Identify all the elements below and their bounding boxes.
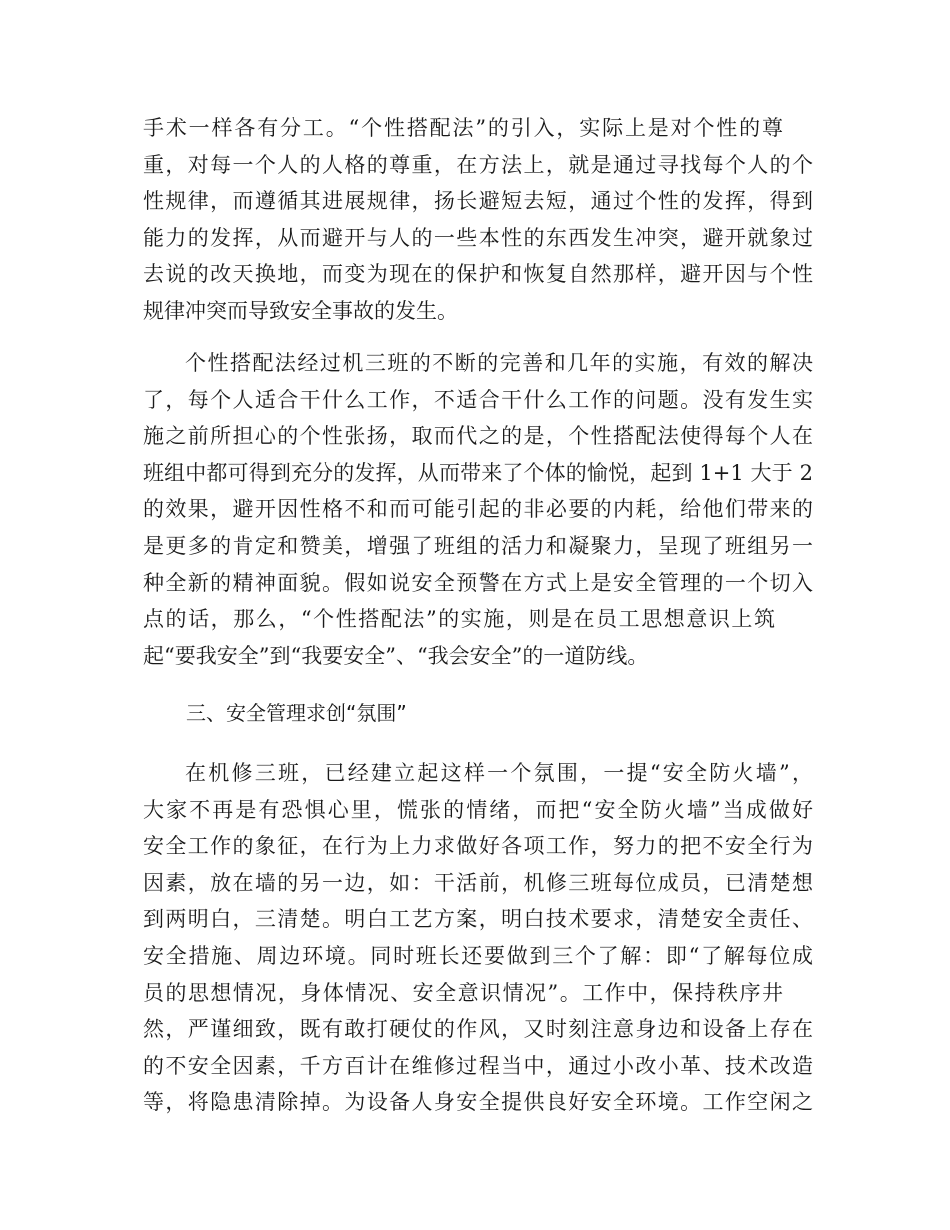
- paragraph-3-line: 的不安全因素，千方百计在维修过程当中，通过小改小革、技术改造: [143, 1053, 813, 1078]
- paragraph-3-line: 然，严谨细致，既有敢打硬仗的作风，又时刻注意身边和设备上存在: [143, 1017, 813, 1042]
- paragraph-3-line: 安全工作的象征，在行为上力求做好各项工作，努力的把不安全行为: [143, 834, 813, 859]
- paragraph-3-line: 在机修三班，已经建立起这样一个氛围，一提“安全防火墙”，: [185, 761, 813, 785]
- paragraph-1-line: 规律冲突而导致安全事故的发生。: [143, 298, 458, 323]
- paragraph-2-line: 种全新的精神面貌。假如说安全预警在方式上是安全管理的一个切入: [143, 570, 813, 595]
- paragraph-2-line: 点的话，那么，“个性搭配法”的实施，则是在员工思想意识上筑: [143, 607, 775, 632]
- paragraph-1-line: 手术一样各有分工。“个性搭配法”的引入，实际上是对个性的尊: [143, 116, 783, 140]
- paragraph-2-line: 起“要我安全”到“我要安全”、“我会安全”的一道防线。: [143, 643, 649, 668]
- paragraph-2-line: 的效果，避开因性格不和而可能引起的非必要的内耗，给他们带来的: [143, 497, 813, 522]
- paragraph-1-line: 能力的发挥，从而避开与人的一些本性的东西发生冲突，避开就象过: [143, 225, 813, 250]
- paragraph-3-line: 因素，放在墙的另一边，如：干活前，机修三班每位成员，已清楚想: [143, 870, 813, 895]
- paragraph-2-line: 是更多的肯定和赞美，增强了班组的活力和凝聚力，呈现了班组另一: [143, 533, 813, 558]
- paragraph-3-line: 安全措施、周边环境。同时班长还要做到三个了解：即“了解每位成: [143, 943, 813, 968]
- paragraph-2-line: 班组中都可得到充分的发挥，从而带来了个体的愉悦，起到 1+1 大于 2: [143, 460, 813, 485]
- paragraph-1-line: 去说的改天换地，而变为现在的保护和恢复自然那样，避开因与个性: [143, 262, 813, 287]
- paragraph-3: [143, 755, 813, 1121]
- paragraph-3-line: 到两明白，三清楚。明白工艺方案，明白技术要求，清楚安全责任、: [143, 907, 813, 932]
- paragraph-1-line: 性规律，而遵循其进展规律，扬长避短去短，通过个性的发挥，得到: [143, 189, 813, 214]
- paragraph-2-line: 了，每个人适合干什么工作，不适合干什么工作的问题。没有发生实: [143, 387, 813, 412]
- paragraph-2-line: 个性搭配法经过机三班的不断的完善和几年的实施，有效的解决: [185, 351, 813, 375]
- paragraph-3-line: 等，将隐患清除掉。为设备人身安全提供良好安全环境。工作空闲之: [143, 1090, 813, 1115]
- paragraph-2-line: 施之前所担心的个性张扬，取而代之的是，个性搭配法使得每个人在: [143, 424, 813, 449]
- paragraph-1-line: 重，对每一个人的人格的尊重，在方法上，就是通过寻找每个人的个: [143, 152, 813, 177]
- paragraph-2: [143, 345, 813, 674]
- paragraph-3-line: 大家不再是有恐惧心里，慌张的情绪，而把“安全防火墙”当成做好: [143, 797, 813, 822]
- paragraph-1: [143, 110, 813, 330]
- paragraph-3-line: 员的思想情况，身体情况、安全意识情况”。工作中，保持秩序井: [143, 980, 783, 1005]
- section-heading: 三、安全管理求创“氛围”: [186, 701, 407, 725]
